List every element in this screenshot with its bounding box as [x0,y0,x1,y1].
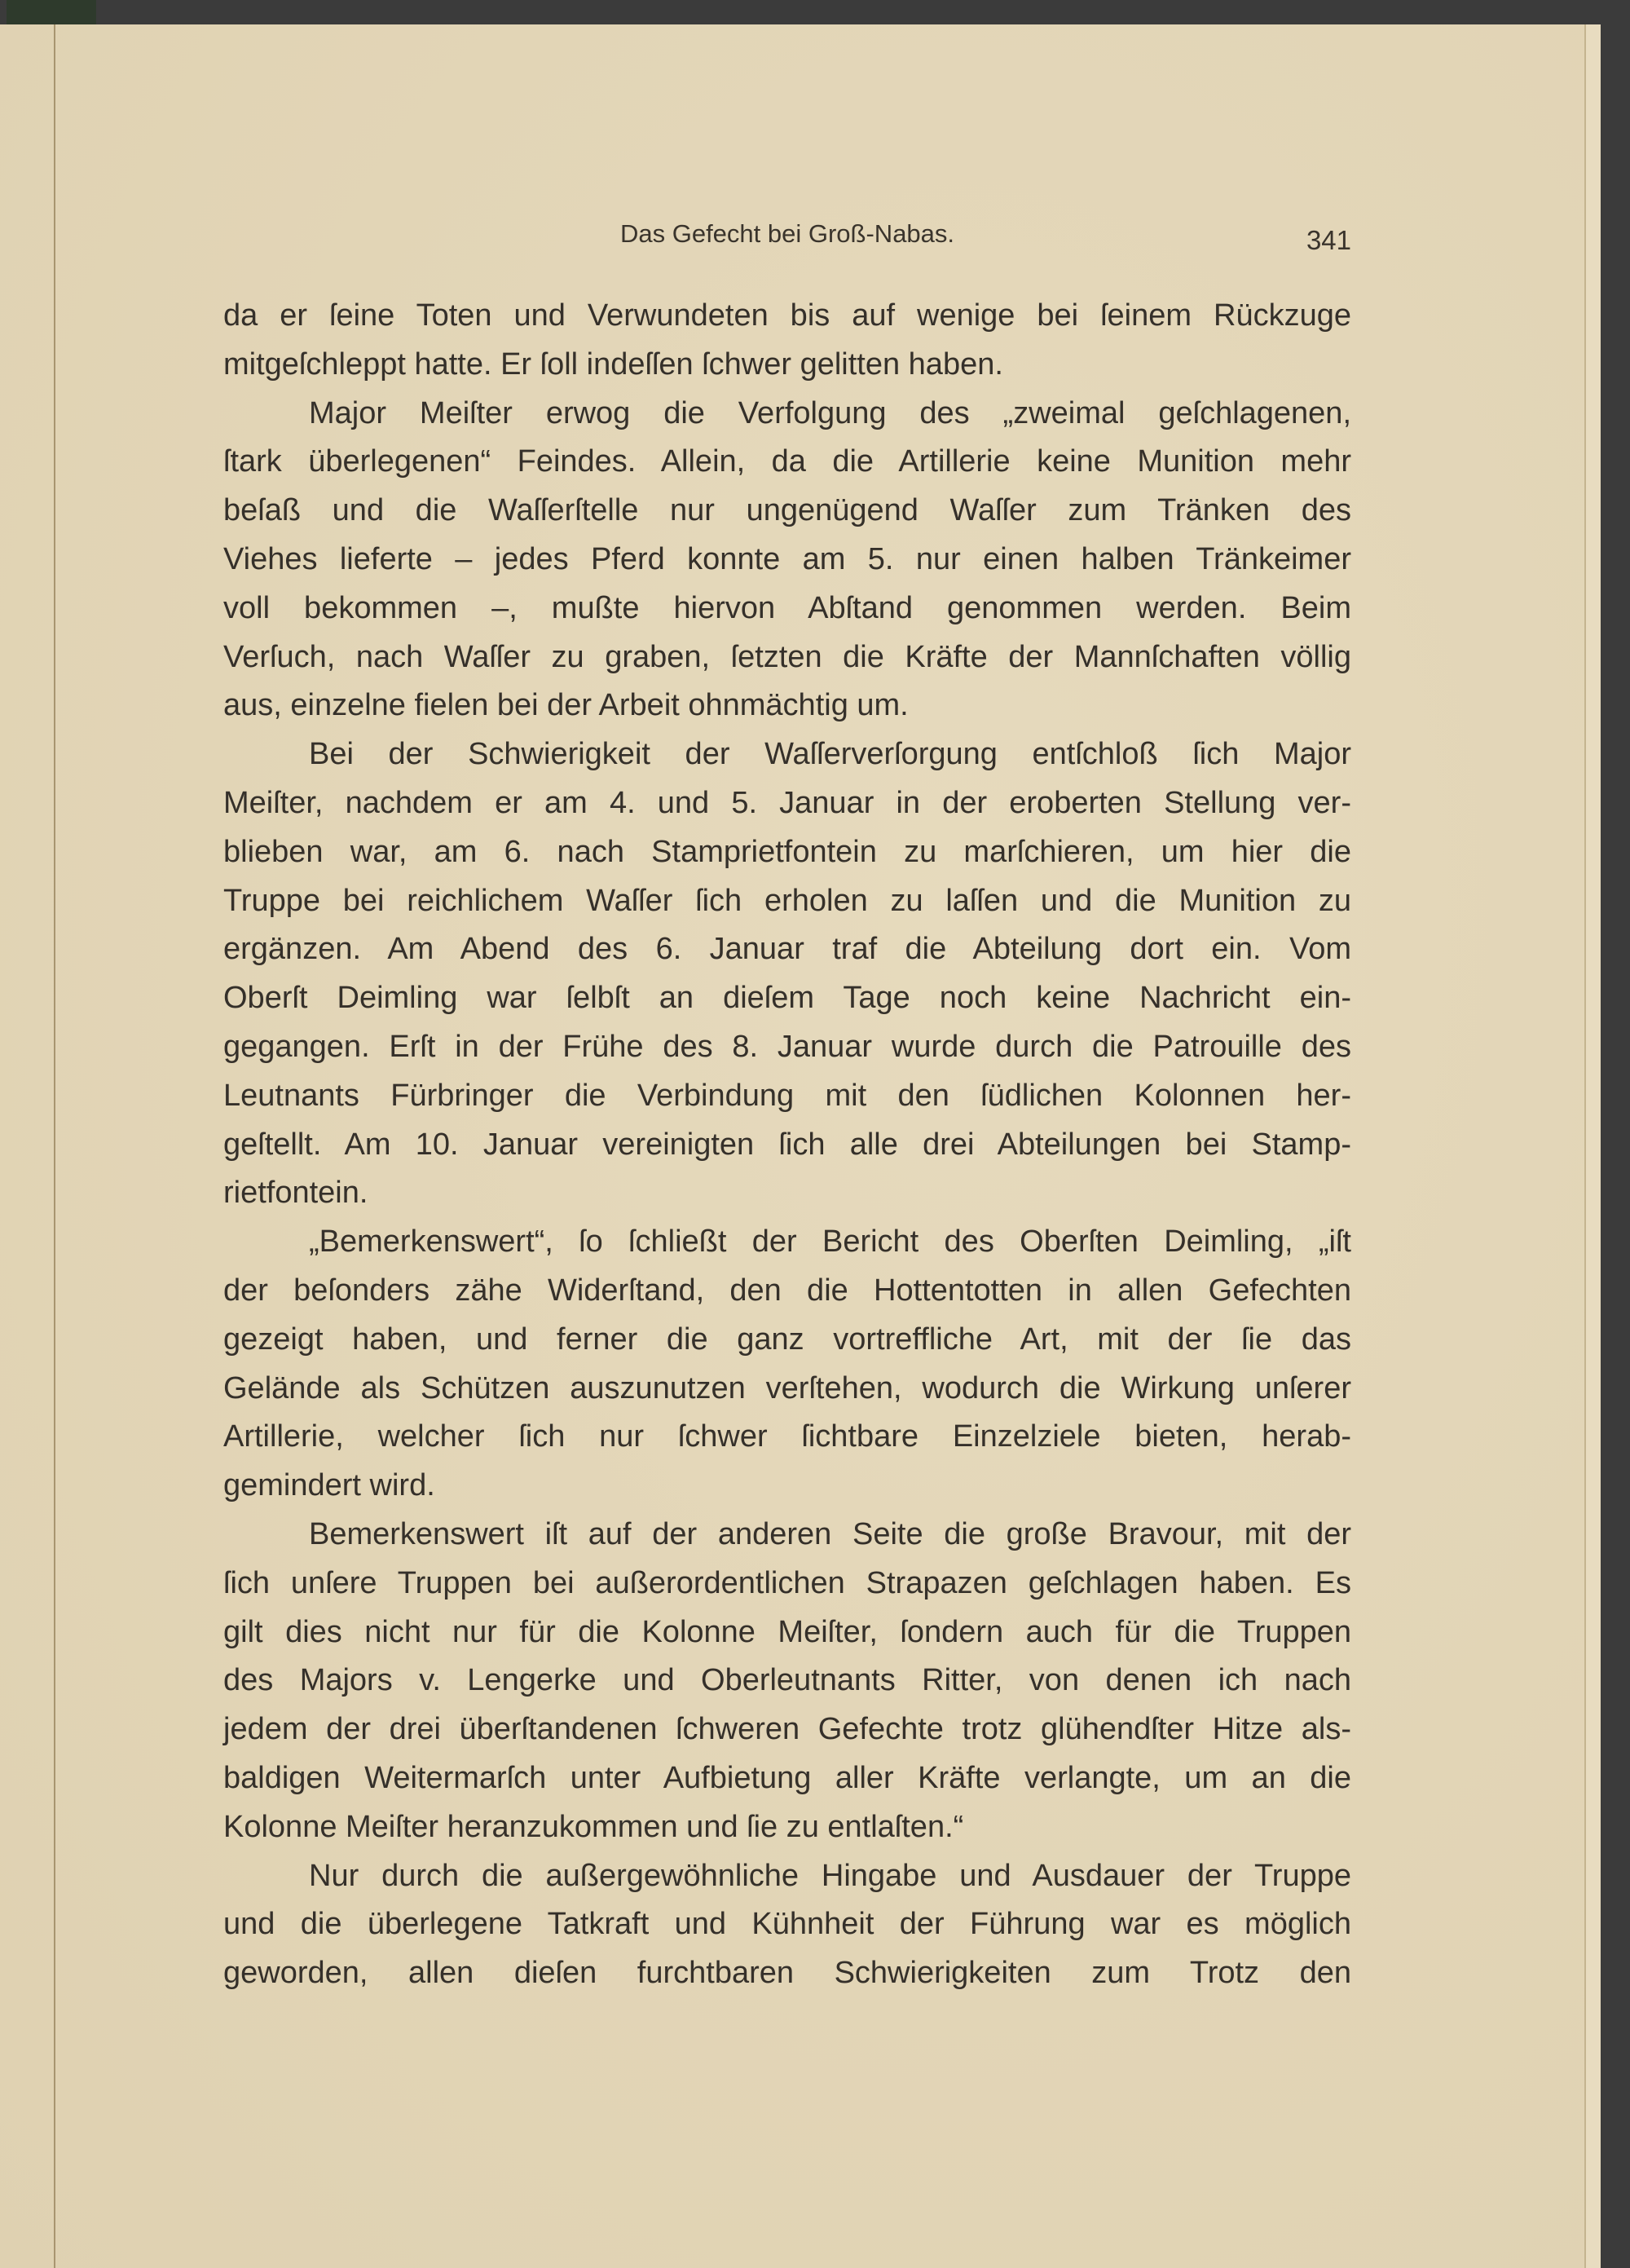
text-line [223,1266,1351,1315]
text-line [223,1461,1351,1510]
text-line [223,681,1351,730]
text-line [223,535,1351,584]
text-line [223,1510,1351,1559]
text-line [223,827,1351,876]
text-line-content: Truppe bei reichlichem Waſſer ſich erholen zu laſſen und die Munition zu [223,883,1351,918]
text-line [223,633,1351,682]
text-line-content: gegangen. Erſt in der Frühe des 8. Januar wurde durch die Patrouille des [223,1029,1351,1064]
text-line [223,1656,1351,1705]
text-line [223,1412,1351,1461]
text-line-content: gezeigt haben, und ferner die ganz vortreffliche Art, mit der ſie das [223,1322,1351,1357]
page-header [223,214,1351,263]
text-line [223,1071,1351,1120]
text-line [223,389,1351,438]
text-line-content: voll bekommen –, mußte hiervon Abſtand genommen werden. Beim [223,590,1351,625]
text-line [223,1900,1351,1948]
text-line-content: gilt dies nicht nur für die Kolonne Meiſter, ſondern auch für die Truppen [223,1614,1351,1649]
paragraph [223,730,1351,1217]
paragraph [223,1510,1351,1851]
text-line [223,1754,1351,1802]
page-edge [1584,24,1601,2268]
text-line [223,1315,1351,1364]
text-line-content: Artillerie, welcher ſich nur ſchwer ſichtbare Einzelziele bieten, herab- [223,1419,1351,1454]
text-line [223,1948,1351,1997]
gutter-line [54,24,55,2268]
text-line-content: ergänzen. Am Abend des 6. Januar traf die Abteilung dort ein. Vom [223,932,1351,967]
text-line-content: ſich unſere Truppen bei außerordentlichen Strapazen geſchlagen haben. Es [223,1565,1351,1600]
text-line [223,1559,1351,1608]
page-number: 341 [1306,225,1351,255]
text-line-content: beſaß und die Waſſerſtelle nur ungenügend Waſſer zum Tränken des [223,493,1351,528]
paragraph [223,1851,1351,1997]
text-line-content: geworden, allen dieſen furchtbaren Schwierigkeiten zum Trotz den [223,1956,1351,1991]
text-line [223,779,1351,827]
text-line [223,973,1351,1022]
text-line-content: Oberſt Deimling war ſelbſt an dieſem Tage noch keine Nachricht ein- [223,981,1351,1016]
text-line [223,1851,1351,1900]
text-line-content: baldigen Weitermarſch unter Aufbietung aller Kräfte verlangte, um an die [223,1760,1351,1795]
text-line [223,1802,1351,1851]
text-line [223,1217,1351,1266]
text-line [223,1364,1351,1413]
text-line-content: blieben war, am 6. nach Stamprietfontein zu marſchieren, um hier die [223,834,1351,869]
text-line-content: aus, einzelne fielen bei der Arbeit ohnmächtig um. [223,688,909,723]
text-line [223,1022,1351,1071]
text-line-content: Bemerkenswert iſt auf der anderen Seite die große Bravour, mit der [309,1516,1351,1551]
text-line-content: ſtark überlegenen“ Feindes. Allein, da die Artillerie keine Munition mehr [223,444,1351,479]
text-line-content: Nur durch die außergewöhnliche Hingabe und Ausdauer der Truppe [309,1858,1351,1893]
text-line [223,924,1351,973]
text-line [223,1168,1351,1217]
text-line-content: rietfontein. [223,1176,368,1211]
text-line [223,1120,1351,1169]
text-line-content: Meiſter, nachdem er am 4. und 5. Januar in der eroberten Stellung ver- [223,785,1351,820]
text-line-content: und die überlegene Tatkraft und Kühnheit der Führung war es möglich [223,1907,1351,1942]
text-line-content: Gelände als Schützen auszunutzen verſtehen, wodurch die Wirkung unſerer [223,1370,1351,1405]
text-line-content: da er ſeine Toten und Verwundeten bis auf wenige bei ſeinem Rückzuge [223,298,1351,333]
running-title: Das Gefecht bei Groß-Nabas. [619,219,955,248]
text-line [223,730,1351,779]
text-line-content: Bei der Schwierigkeit der Waſſerverſorgung entſchloß ſich Major [309,737,1351,772]
text-line [223,1705,1351,1754]
body-text [223,291,1351,1997]
text-line-content: jedem der drei überſtandenen ſchweren Gefechte trotz glühendſter Hitze als- [223,1712,1351,1747]
text-line [223,486,1351,535]
text-line-content: Kolonne Meiſter heranzukommen und ſie zu entlaſten.“ [223,1809,964,1844]
text-line-content: gemindert wird. [223,1468,435,1503]
text-line-content: des Majors v. Lengerke und Oberleutnants Ritter, von denen ich nach [223,1663,1351,1698]
paragraph [223,1217,1351,1510]
text-line [223,340,1351,389]
paragraph [223,389,1351,730]
text-line [223,584,1351,633]
text-line [223,876,1351,925]
text-line-content: Major Meiſter erwog die Verfolgung des „zweimal geſchlagenen, [309,395,1351,430]
text-line-content: Verſuch, nach Waſſer zu graben, ſetzten die Kräfte der Mannſchaften völlig [223,639,1351,674]
text-line-content: der beſonders zähe Widerſtand, den die Hottentotten in allen Gefechten [223,1273,1351,1308]
text-line [223,291,1351,340]
text-line-content: „Bemerkenswert“, ſo ſchließt der Bericht des Oberſten Deimling, „iſt [309,1224,1351,1260]
text-line-content: geſtellt. Am 10. Januar vereinigten ſich alle drei Abteilungen bei Stamp- [223,1127,1351,1162]
paragraph [223,291,1351,389]
text-line-content: Viehes lieferte – jedes Pferd konnte am 5. nur einen halben Tränkeimer [223,541,1351,576]
text-line [223,437,1351,486]
text-line-content: mitgeſchleppt hatte. Er ſoll indeſſen ſchwer gelitten haben. [223,346,1003,382]
text-line [223,1608,1351,1657]
text-line-content: Leutnants Fürbringer die Verbindung mit den ſüdlichen Kolonnen her- [223,1078,1351,1113]
